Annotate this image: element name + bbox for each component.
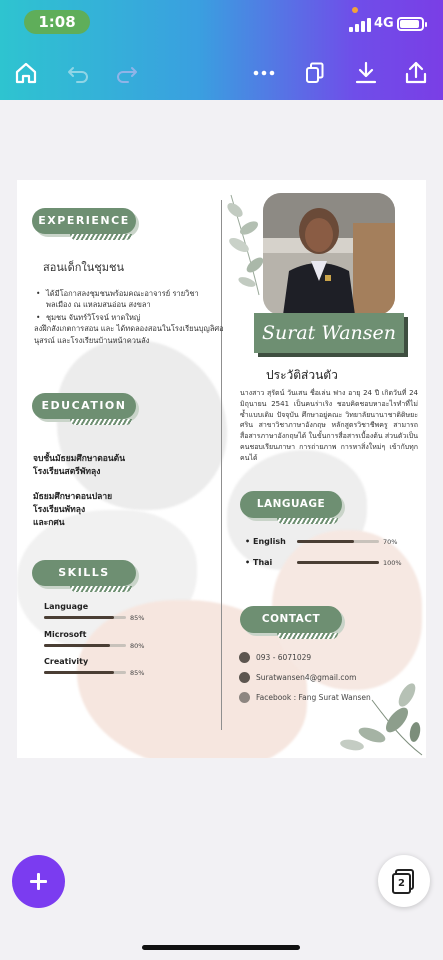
contact-phone: 093 - 6071029 <box>256 653 312 662</box>
experience-subtitle: สอนเด็กในชุมชน <box>43 261 124 274</box>
person-photo-icon <box>263 193 395 315</box>
education-heading: EDUCATION <box>32 393 136 419</box>
language-percent: 100% <box>383 559 402 567</box>
add-button[interactable] <box>12 855 65 908</box>
phone-icon <box>239 652 250 663</box>
battery-icon <box>397 17 424 31</box>
profile-photo <box>263 193 395 315</box>
privacy-indicator <box>352 7 358 13</box>
share-icon[interactable] <box>401 58 431 88</box>
bullet-icon: • <box>36 313 41 322</box>
undo-icon[interactable] <box>63 58 93 88</box>
language-heading: LANGUAGE <box>240 491 342 518</box>
education-line: มัธยมศึกษาตอนปลาย <box>33 492 113 502</box>
redo-icon[interactable] <box>112 58 142 88</box>
skill-label: Microsoft <box>44 630 87 639</box>
experience-bullet: • ได้มีโอกาสลงชุมชนพร้อมคณะอาจารย์ รายวิชาพลเมือง ณ แหลมสนอ่อน สงขลา <box>36 289 199 309</box>
language-label: Thai <box>253 558 273 567</box>
resume-page[interactable] <box>17 180 426 758</box>
skill-percent: 85% <box>130 614 145 622</box>
experience-heading: EXPERIENCE <box>32 208 136 234</box>
skill-bar-fill <box>44 671 114 674</box>
status-time: 1:08 <box>24 10 90 34</box>
bullet-icon: • <box>245 558 251 567</box>
skill-bar <box>44 616 126 619</box>
skill-bar <box>44 671 126 674</box>
language-bar <box>297 540 379 543</box>
profile-heading: ประวัติส่วนตัว <box>266 368 338 382</box>
download-icon[interactable] <box>351 58 381 88</box>
language-bar <box>297 561 379 564</box>
contact-heading: CONTACT <box>240 606 342 633</box>
education-line: โรงเรียนสตรีพัทลุง <box>33 467 101 477</box>
email-icon <box>239 672 250 683</box>
contact-email: Suratwansen4@gmail.com <box>256 673 357 682</box>
skill-bar-fill <box>44 616 114 619</box>
experience-bullet: • ชุมชน จันทร์วิโรจน์ หาดใหญ่ <box>36 313 141 322</box>
bullet-icon: • <box>245 537 251 546</box>
duplicate-icon[interactable] <box>300 58 330 88</box>
bullet-icon: • <box>36 289 41 298</box>
watercolor-blob <box>57 340 227 510</box>
skill-bar <box>44 644 126 647</box>
contact-facebook: Facebook : Fang Surat Wansen <box>256 693 371 702</box>
language-bar-fill <box>297 540 354 543</box>
pages-button[interactable] <box>378 855 430 907</box>
name-banner: Surat Wansen <box>254 313 404 353</box>
editor-toolbar <box>0 0 443 100</box>
education-line: โรงเรียนพัทลุง <box>33 505 86 515</box>
column-divider <box>221 200 222 730</box>
education-line: จบชั้นมัธยมศึกษาตอนต้น <box>33 454 126 464</box>
profile-text: นางสาว สุรัตน์ วันเสน ชื่อเล่น ฟาง อายุ 24 ปี เกิดวันที่ 24 มิถุนายน 2541 เป็นคนร่าเริง ชอบคิดชอบหาอะไรทำที่ไม่ซ้ำแบบเดิม ปัจจุบัน ศึกษาอยู่คณะ วิทยาลัยนานาชาติดิษยะศริน สาขาวิชาภาษาอังกฤษ หลักสูตรวิชาชีพครู สามารถสื่อสารภาษาอังกฤษได้ ในขั้นการสื่อสารเบื้องต้น ส่วนตัวเป็นคนชอบเรียนภาษา การถ่ายภาพ การหาสิ่งใหม่ๆ เข้ากับทุกคนได้ <box>240 389 418 462</box>
language-percent: 70% <box>383 538 398 546</box>
facebook-icon <box>239 692 250 703</box>
education-line: และกศน <box>33 518 65 528</box>
skills-heading: SKILLS <box>32 560 136 586</box>
skill-percent: 80% <box>130 642 145 650</box>
network-type: 4G <box>374 16 394 31</box>
experience-text: ลงฝึกสังเกตการสอน และ ได้ทดลองสอนในโรงเรียนบุญลิศอนุสรณ์ และโรงเรียนบ้านหน้าควนลัง <box>34 324 224 345</box>
pages-count: 2 <box>392 873 411 894</box>
skill-label: Creativity <box>44 657 89 666</box>
signal-icon <box>349 18 371 32</box>
more-icon[interactable] <box>249 58 279 88</box>
home-indicator <box>142 945 300 950</box>
skill-percent: 85% <box>130 669 145 677</box>
skill-bar-fill <box>44 644 110 647</box>
language-label: English <box>253 537 286 546</box>
home-icon[interactable] <box>11 58 41 88</box>
language-bar-fill <box>297 561 379 564</box>
skill-label: Language <box>44 602 89 611</box>
